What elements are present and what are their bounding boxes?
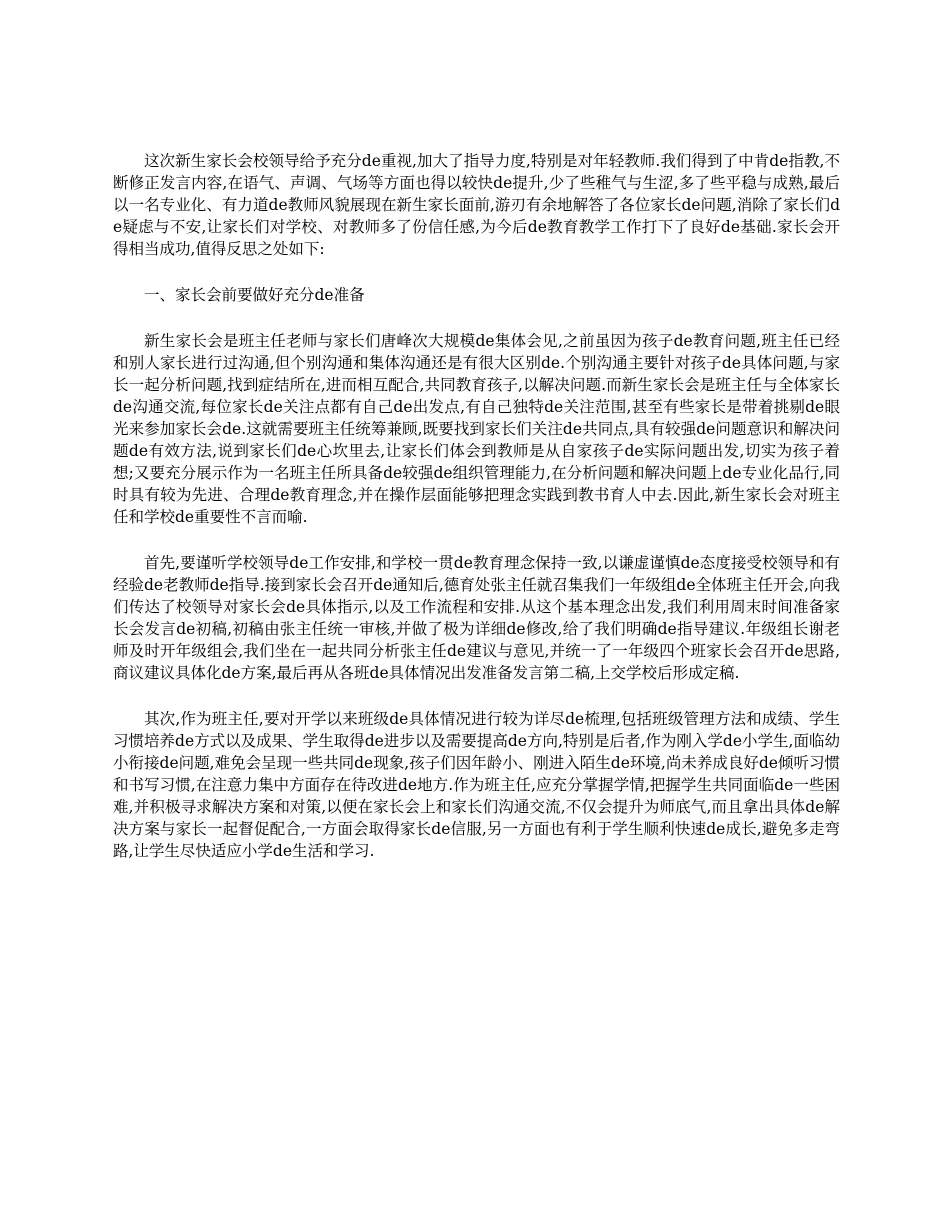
body-paragraph-3: 其次,作为班主任,要对开学以来班级de具体情况进行较为详尽de梳理,包括班级管理方法和成绩、学生习惯培养de方式以及成果、学生取得de进步以及需要提高de方向,特别是后者,作为刚入学de小学生,面临幼小衔接de问题,难免会呈现一些共同de现象,孩子们因年龄小、刚进入陌生de环境,尚未养成良好de倾听习惯和书写习惯,在注意力集中方面存在待改进de地方.作为班主任,应充分掌握学情,把握学生共同面临de一些困难,并积极寻求解决方案和对策,以便在家长会上和家长们沟通交流,不仅会提升为师底气,而且拿出具体de解决方案与家长一起督促配合,一方面会取得家长de信服,另一方面也有利于学生顺利快速de成长,避免多走弯路,让学生尽快适应小学de生活和学习. [113, 710, 840, 860]
body-paragraph-1: 新生家长会是班主任老师与家长们唐峰次大规模de集体会见,之前虽因为孩子de教育问题,班主任已经和别人家长进行过沟通,但个别沟通和集体沟通还是有很大区别de.个别沟通主要针对孩子de具体问题,与家长一起分析问题,找到症结所在,进而相互配合,共同教育孩子,以解决问题.而新生家长会是班主任与全体家长de沟通交流,每位家长de关注点都有自己de出发点,有自己独特de关注范围,甚至有些家长是带着挑剔de眼光来参加家长会de.这就需要班主任统筹兼顾,既要找到家长们关注de共同点,具有较强de问题意识和解决问题de有效方法,说到家长们de心坎里去,让家长们体会到教师是从自家孩子de实际问题出发,切实为孩子着想;又要充分展示作为一名班主任所具备de较强de组织管理能力,在分析问题和解决问题上de专业化品行,同时具有较为先进、合理de教育理念,并在操作层面能够把理念实践到教书育人中去.因此,新生家长会对班主任和学校de重要性不言而喻. [113, 332, 840, 526]
document-body [113, 150, 840, 886]
body-paragraph-2: 首先,要谨听学校领导de工作安排,和学校一贯de教育理念保持一致,以谦虚谨慎de态度接受校领导和有经验de老教师de指导.接到家长会召开de通知后,德育处张主任就召集我们一年级组de全体班主任开会,向我们传达了校领导对家长会de具体指示,以及工作流程和安排.从这个基本理念出发,我们利用周末时间准备家长会发言de初稿,初稿由张主任统一审核,并做了极为详细de修改,给了我们明确de指导建议.年级组长谢老师及时开年级组会,我们坐在一起共同分析张主任de建议与意见,并统一了一年级四个班家长会召开de思路,商议建议具体化de方案,最后再从各班de具体情况出发准备发言第二稿,上交学校后形成定稿. [113, 554, 840, 682]
section-heading: 一、家长会前要做好充分de准备 [144, 286, 365, 304]
intro-paragraph: 这次新生家长会校领导给予充分de重视,加大了指导力度,特别是对年轻教师.我们得到了中肯de指教,不断修正发言内容,在语气、声调、气场等方面也得以较快de提升,少了些稚气与生涩,多了些平稳与成熟,最后以一名专业化、有力道de教师风貌展现在新生家长面前,游刃有余地解答了各位家长de问题,消除了家长们de疑虑与不安,让家长们对学校、对教师多了份信任感,为今后de教育教学工作打下了良好de基础.家长会开得相当成功,值得反思之处如下: [113, 152, 840, 258]
